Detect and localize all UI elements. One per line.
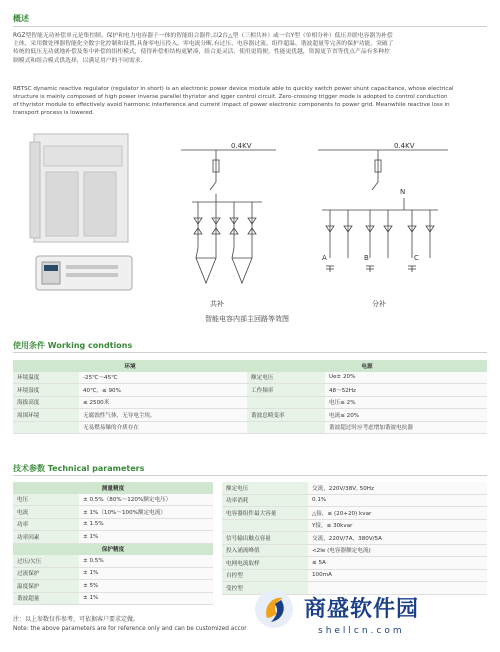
working-table: [13, 360, 487, 434]
diagram-split-compensation: [308, 138, 458, 308]
table-row: 电压 ± 0.5%（80%～120%额定电压）: [13, 494, 213, 506]
cn-line: 制模式和组合模式供选择，以满足用户的不同需求.: [13, 57, 143, 64]
diagram-common-compensation: [176, 138, 286, 308]
table-row: 功率消耗 0.1%: [222, 494, 487, 507]
table-row: Y接，≤ 30kvar: [222, 519, 487, 532]
table-row: 功率因素 ± 1%: [13, 531, 213, 544]
measure-header: 测量精度: [13, 482, 213, 494]
rated-table: [222, 482, 487, 595]
table-row: 谐波超量 ± 1%: [13, 592, 213, 605]
table-row: 海拔高度 ≤ 2500米 电压≤ 2%: [13, 396, 487, 409]
table-row: 电流 ± 1%（10%～100%额定电流）: [13, 506, 213, 519]
table-row: 温度保护 ± 5%: [13, 580, 213, 593]
neutral-label: N: [400, 188, 406, 196]
table-row: 自控型 100mA: [222, 569, 487, 582]
cn-line: 传统的低压无功就地补偿及集中补偿的组柜模式，使得补偿柜结构更紧凑，组合更灵活，使用更简便，性能更优越，资源更节省等优点产品有多种控: [13, 49, 390, 56]
table-row: 投入涌流峰值 <2Ie (电容器额定电流): [222, 544, 487, 557]
label-common: 共补: [210, 300, 224, 308]
table-row: 环境湿度 40℃，≤ 90% 工作频率 48～52Hz: [13, 384, 487, 397]
cn-line: 主体，采用微处理器智能化全数字化控制和设置,具备零电压投入、零电流分断,有过压、电容器过流、组件超温、谐波超量等完善的保护功能，突破了: [13, 41, 394, 48]
table-row: 功率 ± 1.5%: [13, 518, 213, 531]
en-line: structure is mainly composed of high power inverse parallel thyristor and igger control circuit. Zero-crossing trigger mode is adopted to control conduction: [13, 94, 448, 100]
header-env: 环境: [13, 360, 247, 372]
overview-en-paragraph: [13, 85, 491, 117]
table-row: 无易燃易爆的介质存在 谐波超过时应考虑增加谐波电抗器: [13, 421, 487, 434]
note-cn: 注：以上参数仅作参考，可依据客户要求定做。: [13, 616, 140, 623]
measure-table: [13, 482, 213, 605]
table-row: 受控型: [222, 582, 487, 595]
working-title: 使用条件 Working condtions: [13, 341, 133, 350]
diagram-caption: 智能电容内部主回路等效图: [205, 315, 289, 323]
label-split: 分补: [372, 300, 386, 308]
table-row: 过压/欠压 ± 0.5%: [13, 555, 213, 567]
product-image-cabinet: [28, 132, 136, 314]
overview-title: 概述: [13, 14, 29, 23]
voltage-label-left: 0.4KV: [231, 142, 252, 150]
en-line: transport process is lowered.: [13, 110, 95, 116]
phase-c-label: C: [414, 254, 419, 262]
en-line: RBTSC dynamic reactive regulator (regulator in short) is an electronic power device module able to quickly switch power shunt capacitance, whose electrical: [13, 86, 454, 92]
table-row: 环境温度 -25℃～45℃ 额定电压 Ue± 20%: [13, 372, 487, 384]
table-row: 电网电流取样 ≤ 5A: [222, 557, 487, 570]
protect-header: 保护精度: [13, 543, 213, 555]
technical-title: 技术参数 Technical parameters: [13, 464, 145, 473]
table-row: 信号输出触点容量 交流，220V/7A，380V/5A: [222, 532, 487, 545]
cn-line: RGZ型智能无功补偿单元是集控制、保护和电力电容器于一体的智能组合器件,以2台△型（三相共补）或一台Y型（单相分补）低压并联电容器为补偿: [13, 33, 393, 39]
watermark-name: 商盛软件园: [304, 597, 420, 622]
watermark-logo-icon: [253, 588, 295, 630]
header-power: 电源: [247, 360, 487, 372]
table-row: 过流保护 ± 1%: [13, 567, 213, 580]
en-line: of thyristor module to effectively avoid harmonic interference and current impact of power electronic components to power grid. Meanwhile reactive loss in: [13, 102, 450, 108]
voltage-label-right: 0.4KV: [394, 142, 415, 150]
note-en: Note: the above parameters are for reference only and can be customized accor: [13, 626, 247, 632]
watermark-url: shellcn.com: [318, 626, 405, 636]
table-row: 电容器组件最大容量 △接，≤ (20+20) kvar: [222, 507, 487, 520]
phase-b-label: B: [364, 254, 369, 262]
overview-cn-paragraph: [13, 32, 491, 65]
phase-a-label: A: [322, 254, 327, 262]
table-row: 额定电压 交流，220V/38V, 50Hz: [222, 482, 487, 494]
table-row: 周围环境 无腐蚀性气体，无导电尘埃, 谐波总畸变率 电流≤ 20%: [13, 409, 487, 422]
